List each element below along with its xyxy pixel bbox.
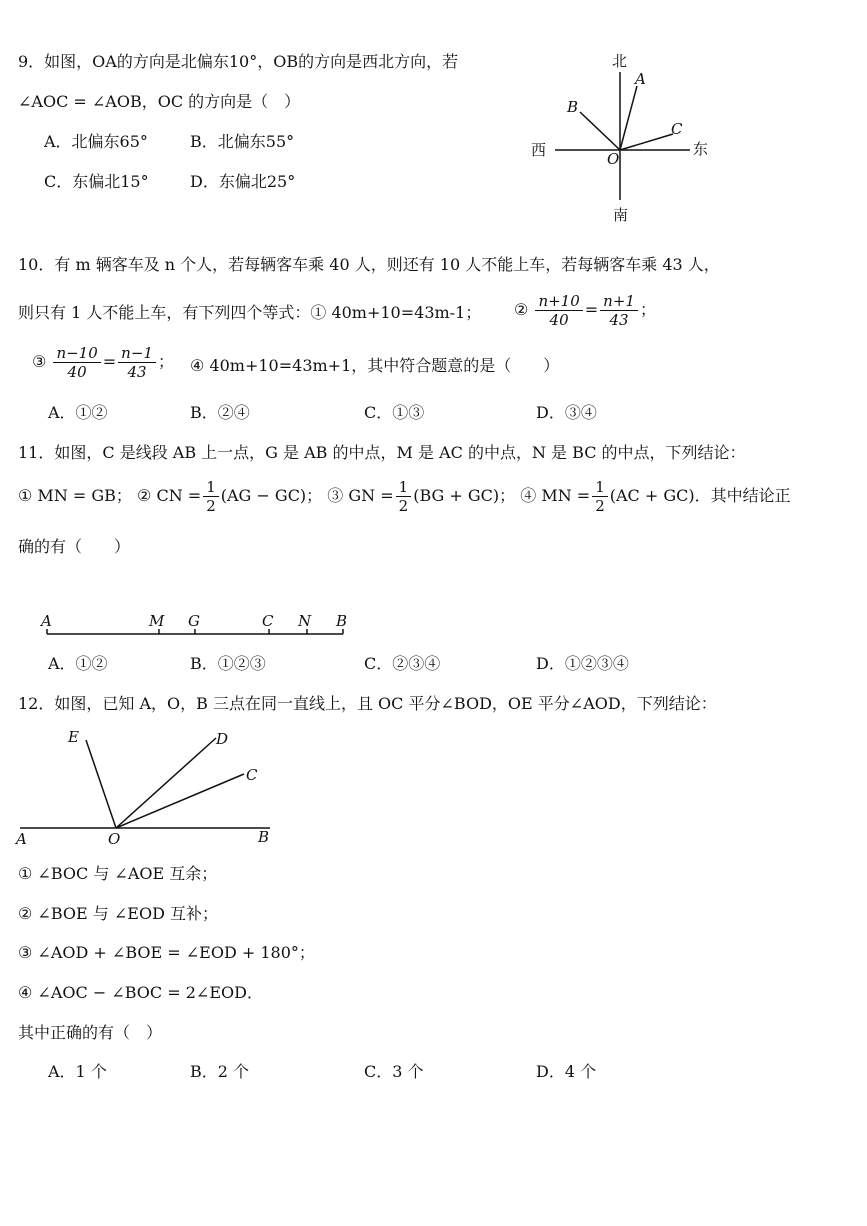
q9-label-b: B [567, 98, 579, 116]
q12-stem-line1: 12．如图，已知 A，O，B 三点在同一直线上，且 OC 平分∠BOD，OE 平分∠AOD，下列结论： [18, 694, 717, 713]
q12-ray-oe [86, 740, 116, 828]
q11-c3a: ③ GN = [327, 486, 394, 505]
q12-ask: 其中正确的有（ ） [18, 1023, 163, 1042]
q12-label-o: O [108, 830, 121, 848]
q10-eq3-frac2: $\frac{n-1}{43}$ [118, 344, 156, 381]
q9-ray-oa [620, 86, 637, 150]
q11-option-c[interactable]: C．②③④ [364, 654, 441, 673]
q10-option-c[interactable]: C．①③ [364, 403, 425, 422]
q12-option-c[interactable]: C．3 个 [364, 1062, 424, 1081]
q11-half-1: $\frac{1}{2}$ [203, 478, 219, 515]
q11-c4a: ④ MN = [520, 486, 591, 505]
q10-stem-line2: 则只有 1 人不能上车，有下列四个等式：① 40m+10=43m-1； [18, 303, 482, 322]
q11-c2b: (AG − GC)； [220, 486, 323, 505]
q10-eq4: ④ 40m+10=43m+1，其中符合题意的是（ ） [190, 356, 560, 375]
q11-c1: ① MN = GB； [18, 486, 132, 505]
q11-option-d[interactable]: D．①②③④ [536, 654, 629, 673]
q9-ray-oc [620, 134, 673, 150]
q9-option-a[interactable]: A．北偏东65° [44, 132, 148, 151]
q12-option-d[interactable]: D．4 个 [536, 1062, 597, 1081]
q9-label-south: 南 [613, 206, 629, 224]
q11-label-g: G [188, 612, 200, 630]
q12-statement-1: ① ∠BOC 与 ∠AOE 互余； [18, 864, 218, 883]
q11-half-2: $\frac{1}{2}$ [396, 478, 412, 515]
q10-eq3: ③ $\frac{n-10}{40}$ = $\frac{n-1}{43}$ ； [32, 344, 174, 381]
q12-ray-od [116, 738, 216, 828]
q9-ray-ob [580, 112, 620, 150]
q12-ray-oc [116, 774, 244, 828]
q12-angle-figure [12, 722, 292, 852]
q9-label-c: C [671, 120, 683, 138]
q9-label-o: O [607, 150, 620, 168]
q11-c2a: ② CN = [137, 486, 202, 505]
q12-option-a[interactable]: A．1 个 [48, 1062, 107, 1081]
q11-half-3: $\frac{1}{2}$ [592, 478, 608, 515]
q12-label-e: E [68, 728, 79, 746]
q10-option-a[interactable]: A．①② [48, 403, 108, 422]
q11-label-b: B [336, 612, 348, 630]
q9-label-west: 西 [531, 141, 547, 159]
q12-option-b[interactable]: B．2 个 [190, 1062, 250, 1081]
q9-label-east: 东 [693, 140, 709, 158]
q11-label-m: M [149, 612, 165, 630]
q9-option-c[interactable]: C．东偏北15° [44, 172, 149, 191]
q9-compass-figure [525, 50, 725, 230]
q10-option-b[interactable]: B．②④ [190, 403, 250, 422]
q10-eq3-frac1: $\frac{n-10}{40}$ [53, 344, 100, 381]
q11-label-c: C [262, 612, 274, 630]
q10-eq2: ② $\frac{n+10}{40}$ = $\frac{n+1}{43}$ ； [514, 292, 656, 329]
q9-label-north: 北 [612, 52, 628, 70]
q12-label-a: A [16, 830, 27, 848]
q10-eq2-frac1: $\frac{n+10}{40}$ [535, 292, 582, 329]
q10-option-d[interactable]: D．③④ [536, 403, 597, 422]
q11-label-n: N [298, 612, 312, 630]
q9-stem-line2: ∠AOC = ∠AOB，OC 的方向是（ ） [18, 92, 301, 111]
q11-conclusions [18, 478, 791, 515]
q10-eq3-mark: ③ [32, 352, 47, 371]
q11-label-a: A [41, 612, 52, 630]
q11-option-a[interactable]: A．①② [48, 654, 108, 673]
q11-stem-line3: 确的有（ ） [18, 537, 131, 556]
q12-statement-2: ② ∠BOE 与 ∠EOD 互补； [18, 904, 218, 923]
q11-c3b: (BG + GC)； [413, 486, 516, 505]
q11-segment-figure [35, 608, 365, 648]
q12-label-c: C [246, 766, 258, 784]
q11-stem-line1: 11．如图，C 是线段 AB 上一点，G 是 AB 的中点，M 是 AC 的中点，N 是 BC 的中点，下列结论： [18, 443, 746, 462]
q12-label-d: D [216, 730, 229, 748]
q9-option-d[interactable]: D．东偏北25° [190, 172, 296, 191]
q10-eq2-mark: ② [514, 300, 529, 319]
q12-statement-3: ③ ∠AOD + ∠BOE = ∠EOD + 180°； [18, 943, 315, 962]
q10-stem-line1: 10．有 m 辆客车及 n 个人，若每辆客车乘 40 人，则还有 10 人不能上车，若每辆客车乘 43 人， [18, 255, 720, 274]
q9-option-b[interactable]: B．北偏东55° [190, 132, 295, 151]
q12-statement-4: ④ ∠AOC − ∠BOC = 2∠EOD． [18, 983, 263, 1002]
q11-option-b[interactable]: B．①②③ [190, 654, 266, 673]
q9-stem-line1: 9．如图，OA的方向是北偏东10°，OB的方向是西北方向，若 [18, 52, 459, 71]
q9-label-a: A [635, 70, 646, 88]
q12-label-b: B [258, 828, 270, 846]
q10-eq2-frac2: $\frac{n+1}{43}$ [600, 292, 638, 329]
q11-c4b: (AC + GC)．其中结论正 [609, 486, 791, 505]
